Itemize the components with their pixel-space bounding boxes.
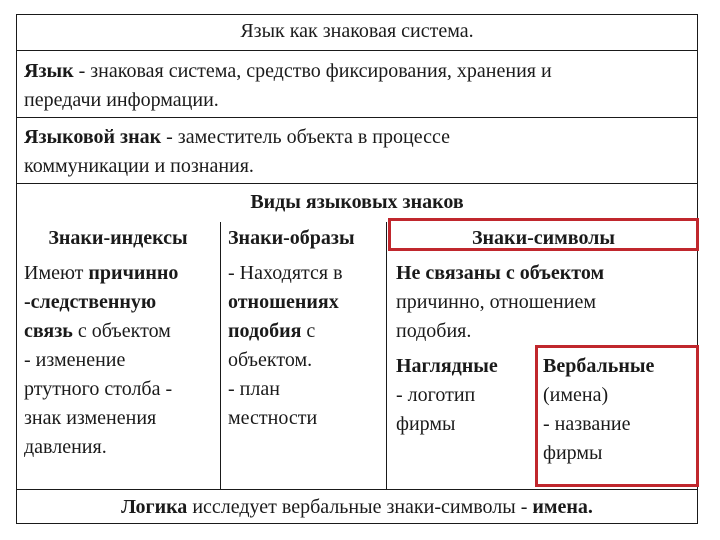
definition-language-line1 bbox=[24, 57, 552, 86]
images-line6: местности bbox=[228, 407, 318, 429]
footer-statement bbox=[16, 493, 698, 522]
indexes-bold: связь bbox=[24, 320, 73, 342]
row-divider bbox=[16, 489, 698, 490]
indexes-bold: -следственную bbox=[24, 291, 157, 313]
visual-line2: фирмы bbox=[396, 413, 456, 435]
symbols-line2: причинно, отношением bbox=[396, 291, 596, 313]
term-linguistic-sign: Языковой знак bbox=[24, 126, 162, 148]
symbols-bold: Не связаны с объектом bbox=[396, 262, 605, 284]
indexes-line4: - изменение bbox=[24, 349, 126, 371]
column-divider bbox=[220, 222, 221, 489]
indexes-line5: ртутного столба - bbox=[24, 378, 173, 400]
symbols-line3: подобия. bbox=[396, 320, 472, 342]
term-language: Язык bbox=[24, 60, 74, 82]
indexes-text: Имеют bbox=[24, 262, 89, 284]
row-divider bbox=[16, 50, 698, 51]
verbal-line3: фирмы bbox=[543, 442, 603, 464]
footer-term: Логика bbox=[121, 496, 188, 518]
visual-line1: - логотип bbox=[396, 384, 476, 406]
definition-language-text: - знаковая система, средство фиксирования, хранения и bbox=[73, 60, 552, 82]
images-line2 bbox=[228, 288, 339, 317]
column-divider bbox=[386, 222, 387, 489]
row-divider bbox=[16, 117, 698, 118]
indexes-line1 bbox=[24, 259, 178, 288]
images-line5: - план bbox=[228, 378, 280, 400]
indexes-line7: давления. bbox=[24, 436, 107, 458]
page-title: Язык как знаковая система. bbox=[240, 20, 474, 42]
definition-sign-text: - заместитель объекта в процессе bbox=[161, 126, 450, 148]
definition-sign-line1 bbox=[24, 123, 450, 152]
verbal-header bbox=[543, 352, 654, 381]
header-symbols bbox=[388, 224, 699, 253]
images-text: с bbox=[301, 320, 316, 342]
images-line3 bbox=[228, 317, 315, 346]
indexes-line3 bbox=[24, 317, 171, 346]
types-heading-text: Виды языковых знаков bbox=[250, 191, 464, 213]
indexes-line2 bbox=[24, 288, 156, 317]
definition-sign-line2: коммуникации и познания. bbox=[24, 155, 254, 177]
footer-text: исследует вербальные знаки-символы - bbox=[187, 496, 533, 518]
indexes-text: с объектом bbox=[72, 320, 171, 342]
visual-header bbox=[396, 352, 498, 381]
verbal-line1: (имена) bbox=[543, 384, 609, 406]
visual-header-text: Наглядные bbox=[396, 355, 498, 377]
header-symbols-text: Знаки-символы bbox=[471, 227, 616, 249]
verbal-header-text: Вербальные bbox=[543, 355, 655, 377]
header-images-text: Знаки-образы bbox=[228, 227, 355, 249]
images-bold: отношениях bbox=[228, 291, 339, 313]
header-indexes bbox=[16, 224, 220, 253]
definition-language-line2: передачи информации. bbox=[24, 89, 219, 111]
header-indexes-text: Знаки-индексы bbox=[48, 227, 188, 249]
indexes-bold: причинно bbox=[88, 262, 179, 284]
header-images bbox=[228, 224, 355, 253]
types-heading bbox=[220, 188, 494, 217]
verbal-line2: - название bbox=[543, 413, 631, 435]
footer-end: имена. bbox=[532, 496, 593, 518]
images-bold: подобия bbox=[228, 320, 302, 342]
images-line4: объектом. bbox=[228, 349, 313, 371]
row-divider bbox=[16, 183, 698, 184]
symbols-line1 bbox=[396, 259, 604, 288]
indexes-line6: знак изменения bbox=[24, 407, 157, 429]
images-line1: - Находятся в bbox=[228, 262, 343, 284]
